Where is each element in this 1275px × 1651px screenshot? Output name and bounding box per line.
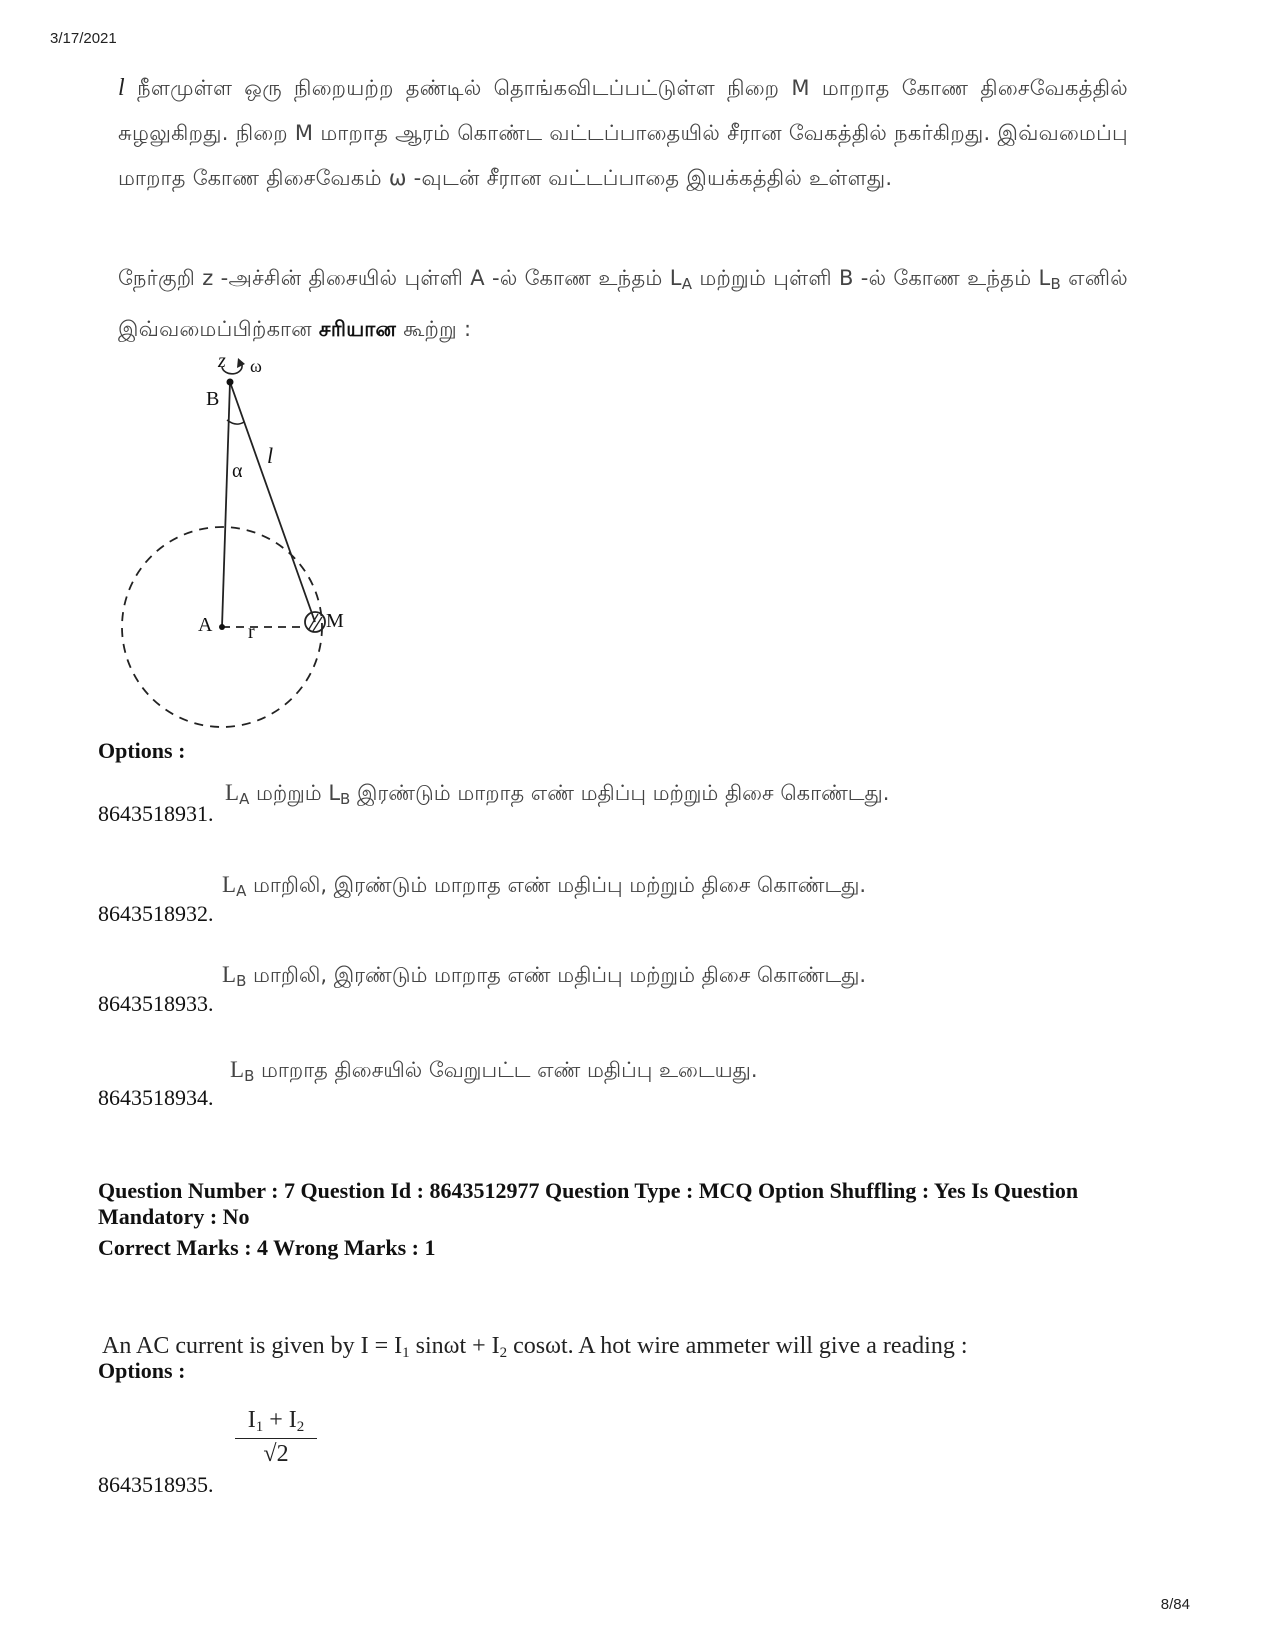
question-paragraph-1 — [118, 66, 1128, 201]
option-text-1[interactable] — [225, 780, 889, 808]
q7-text-a: An AC current is given by I = I — [102, 1333, 403, 1359]
opt2-l: L — [222, 872, 237, 897]
label-alpha: α — [232, 460, 243, 482]
fraction-numerator — [235, 1407, 317, 1439]
question-paragraph-2 — [118, 256, 1128, 352]
q7-text-c: cosωt. A hot wire ammeter will give a reading : — [507, 1333, 968, 1359]
opt1-sub2: B — [340, 790, 351, 808]
page-number: 8/84 — [1160, 1596, 1190, 1613]
q7-sub-1: 1 — [402, 1345, 410, 1361]
p2-part3: எனில் இவ்வமைப்பிற்கான — [118, 266, 1128, 341]
axis-line — [222, 382, 230, 627]
q7-sub-2: 2 — [499, 1345, 508, 1361]
label-omega: ω — [250, 356, 262, 376]
opt4-text: மாறாத திசையில் வேறுபட்ட எண் மதிப்பு உடையது. — [254, 1058, 758, 1082]
length-symbol: l — [118, 75, 125, 101]
opt1-text2: இரண்டும் மாறாத எண் மதிப்பு மற்றும் திசை கொண்டது. — [350, 781, 890, 805]
rod-line — [230, 382, 315, 622]
opt2-sub: A — [236, 882, 247, 900]
option-id-3: 8643518933. — [98, 991, 214, 1016]
num-plus-i2: + I — [263, 1407, 297, 1433]
question-7-text — [102, 1333, 968, 1362]
print-date: 3/17/2021 — [50, 30, 117, 47]
paragraph-1-text: நீளமுள்ள ஒரு நிறையற்ற தண்டில் தொங்கவிடப்பட்டுள்ள நிறை M மாறாத கோண திசைவேகத்தில் சுழலுகிறது. நிறை M மாறாத ஆரம் கொண்ட வட்டப்பாதையில் சீரான வேகத்தில் நகர்கிறது. இவ்வமைப்பு மாறாத கோண திசைவேகம் ω -வுடன் சீரான வட்டப்பாதை இயக்கத்தில் உள்ளது. — [118, 76, 1128, 190]
question-7-meta — [98, 1178, 1188, 1230]
option-id-4: 8643518934. — [98, 1085, 214, 1110]
label-z: z — [218, 355, 226, 372]
point-a — [219, 624, 225, 630]
label-l: l — [267, 443, 274, 468]
meta-line-2: Mandatory : No — [98, 1204, 250, 1229]
opt4-sub: B — [244, 1067, 255, 1085]
opt1-text: மற்றும் L — [249, 781, 341, 805]
q7-option-id-1: 8643518935. — [98, 1472, 214, 1497]
option-id-1: 8643518931. — [98, 801, 214, 826]
opt3-text: மாறிலி, இரண்டும் மாறாத எண் மதிப்பு மற்றும் திசை கொண்டது. — [246, 963, 867, 987]
rotation-arrowhead — [237, 358, 245, 368]
opt3-l: L — [222, 962, 237, 987]
label-a: A — [198, 614, 213, 636]
conical-pendulum-figure — [110, 355, 390, 745]
option-text-4[interactable] — [230, 1057, 758, 1085]
p2-part2: மற்றும் புள்ளி B -ல் கோண உந்தம் L — [692, 266, 1051, 290]
p2-sub-b: B — [1050, 275, 1062, 293]
opt1-l: L — [225, 780, 240, 805]
label-r: r — [248, 621, 255, 643]
q7-text-b: sinωt + I — [409, 1333, 500, 1359]
marks-line: Correct Marks : 4 Wrong Marks : 1 — [98, 1235, 436, 1260]
num-i1: I — [247, 1407, 256, 1433]
opt1-sub: A — [239, 790, 250, 808]
opt2-text: மாறிலி, இரண்டும் மாறாத எண் மதிப்பு மற்றும் திசை கொண்டது. — [246, 873, 867, 897]
p2-part4: கூற்று : — [396, 317, 472, 341]
meta-line-1: Question Number : 7 Question Id : 8643512977 Question Type : MCQ Option Shuffling : Yes Is Question — [98, 1178, 1079, 1203]
num-sub-2: 2 — [296, 1419, 305, 1435]
label-m: M — [326, 610, 344, 632]
num-sub-1: 1 — [255, 1419, 264, 1435]
option-id-2: 8643518932. — [98, 901, 214, 926]
p2-part1: நேர்குறி z -அச்சின் திசையில் புள்ளி A -ல் கோண உந்தம் L — [118, 266, 682, 290]
opt3-sub: B — [236, 972, 247, 990]
p2-bold: சரியான — [318, 317, 397, 341]
option-text-2[interactable] — [222, 872, 866, 900]
options-label-q6: Options : — [98, 738, 186, 763]
q7-option-fraction[interactable] — [235, 1407, 317, 1468]
opt4-l: L — [230, 1057, 245, 1082]
option-text-3[interactable] — [222, 962, 866, 990]
fraction-denominator: √2 — [263, 1441, 289, 1467]
label-b: B — [206, 388, 220, 410]
options-label-q7: Options : — [98, 1358, 186, 1383]
pivot-point — [227, 379, 234, 386]
p2-sub-a: A — [681, 275, 693, 293]
